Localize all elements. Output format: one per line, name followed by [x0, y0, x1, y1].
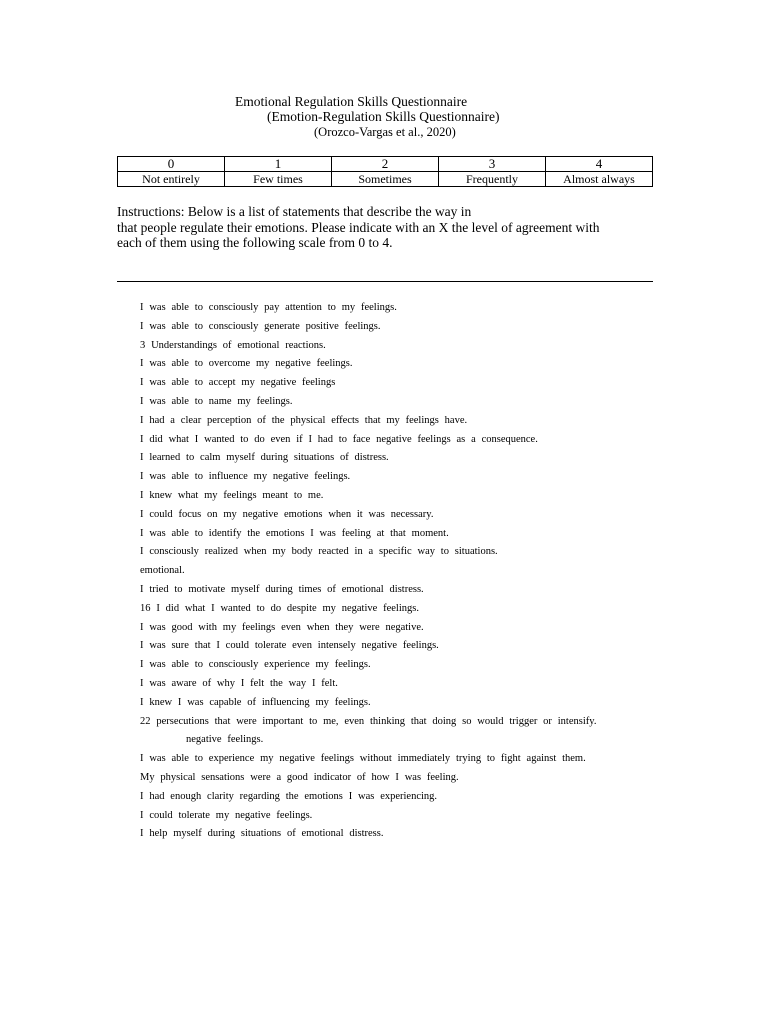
- statement-item: I was able to accept my negative feelings: [140, 377, 336, 389]
- document-citation: (Orozco-Vargas et al., 2020): [314, 125, 456, 139]
- statement-item: My physical sensations were a good indicator of how I was feeling.: [140, 771, 459, 783]
- statement-item: I knew I was capable of influencing my feelings.: [140, 696, 371, 708]
- document-title: Emotional Regulation Skills Questionnaire: [235, 94, 468, 109]
- statement-item: I learned to calm myself during situations of distress.: [140, 452, 389, 464]
- statement-item: 3 Understandings of emotional reactions.: [140, 339, 326, 351]
- instructions-line: each of them using the following scale from 0 to 4.: [117, 235, 393, 250]
- scale-label: Few times: [225, 172, 332, 187]
- statement-item: I was aware of why I felt the way I felt.: [140, 677, 338, 689]
- statement-item: I was able to name my feelings.: [140, 395, 293, 407]
- statement-item: 22 persecutions that were important to me, even thinking that doing so would trigger or intensify.: [140, 715, 597, 727]
- statement-item: 16 I did what I wanted to do despite my negative feelings.: [140, 602, 419, 614]
- statement-item: I was sure that I could tolerate even intensely negative feelings.: [140, 640, 439, 652]
- scale-number-row: [118, 157, 653, 172]
- statement-item: emotional.: [140, 565, 185, 577]
- statement-item: I could focus on my negative emotions when it was necessary.: [140, 508, 434, 520]
- scale-number: 2: [332, 157, 439, 172]
- scale-number: 3: [439, 157, 546, 172]
- scale-label: Frequently: [439, 172, 546, 187]
- scale-label: Almost always: [546, 172, 653, 187]
- statement-item: I was able to overcome my negative feelings.: [140, 358, 353, 370]
- statement-item: I consciously realized when my body reacted in a specific way to situations.: [140, 546, 498, 558]
- horizontal-divider: [117, 281, 653, 282]
- scale-label: Sometimes: [332, 172, 439, 187]
- scale-number: 0: [118, 157, 225, 172]
- statement-item: I had a clear perception of the physical effects that my feelings have.: [140, 414, 468, 426]
- statement-item: I had enough clarity regarding the emotions I was experiencing.: [140, 790, 438, 802]
- instructions-paragraph: [117, 204, 657, 251]
- statement-item: I help myself during situations of emotional distress.: [140, 828, 384, 840]
- scale-label-row: [118, 172, 653, 187]
- statement-item: I was able to identify the emotions I was feeling at that moment.: [140, 527, 449, 539]
- instructions-line: that people regulate their emotions. Please indicate with an X the level of agreement with: [117, 219, 600, 235]
- statement-list: [140, 299, 660, 844]
- scale-number: 1: [225, 157, 332, 172]
- statement-item: I was able to consciously generate positive feelings.: [140, 320, 381, 332]
- statement-item: I did what I wanted to do even if I had to face negative feelings as a consequence.: [140, 433, 538, 445]
- statement-item: I could tolerate my negative feelings.: [140, 809, 313, 821]
- statement-item: I was able to influence my negative feelings.: [140, 471, 351, 483]
- statement-item: I was able to consciously experience my feelings.: [140, 659, 371, 671]
- instructions-line: Instructions: Below is a list of statements that describe the way in: [117, 204, 472, 219]
- statement-item: I was good with my feelings even when they were negative.: [140, 621, 424, 633]
- document-subtitle: (Emotion-Regulation Skills Questionnaire): [267, 109, 500, 124]
- rating-scale-table: [117, 156, 653, 187]
- scale-label: Not entirely: [118, 172, 225, 187]
- statement-item: I was able to experience my negative feelings without immediately trying to fight against them.: [140, 753, 586, 765]
- statement-item: negative feelings.: [186, 734, 264, 746]
- statement-item: I knew what my feelings meant to me.: [140, 489, 324, 501]
- statement-item: I tried to motivate myself during times of emotional distress.: [140, 583, 424, 595]
- statement-item: I was able to consciously pay attention to my feelings.: [140, 302, 397, 313]
- scale-number: 4: [546, 157, 653, 172]
